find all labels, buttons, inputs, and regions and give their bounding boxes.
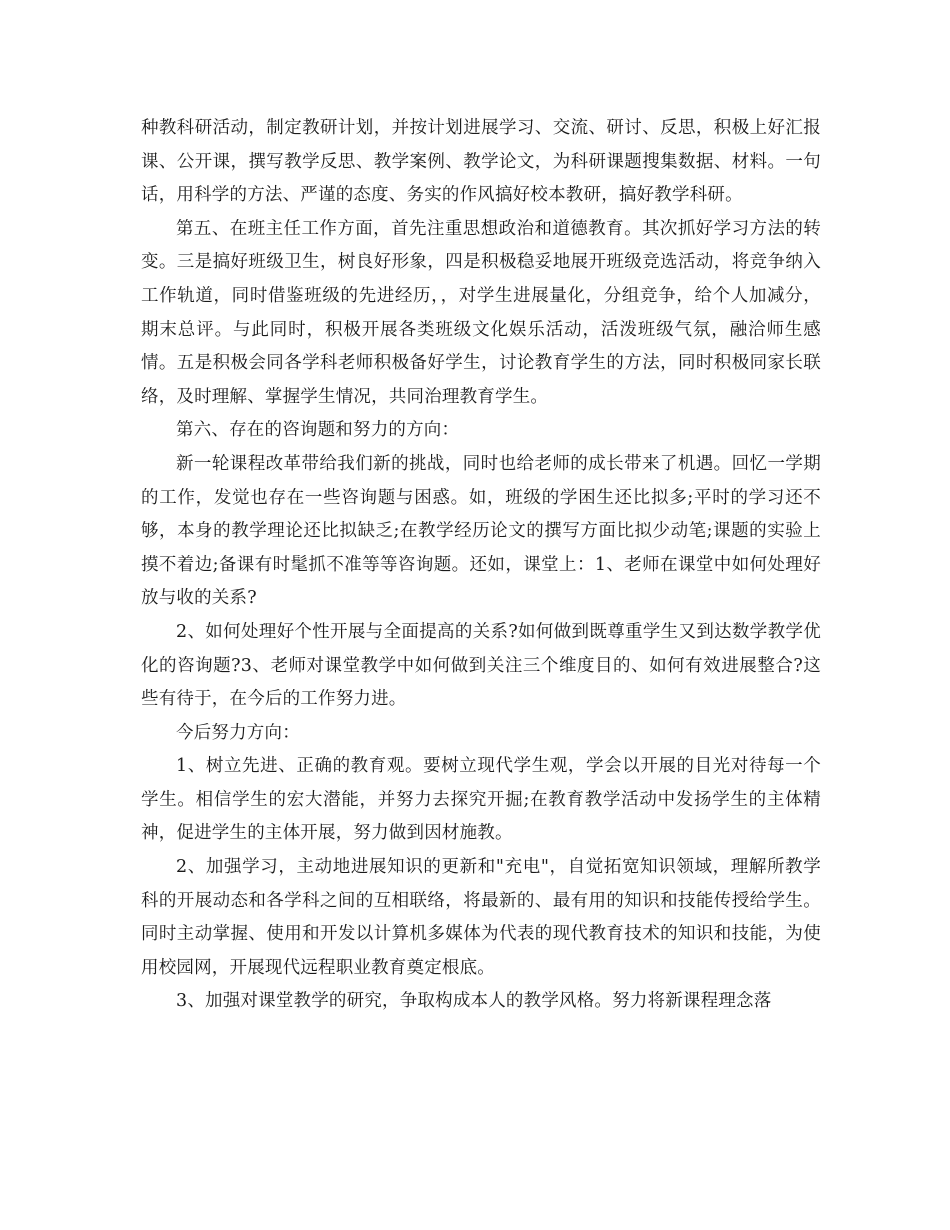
paragraph-curriculum-reform: 新一轮课程改革带给我们新的挑战，同时也给老师的成长带来了机遇。回忆一学期的工作，发觉也存在一些咨询题与困惑。如，班级的学困生还比拟多;平时的学习还不够，本身的教学理论还比拟缺乏;在教学经历论文的撰写方面比拟少动笔;课题的实验上摸不着边;备课有时髦抓不准等等咨询题。还如，课堂上：1、老师在课堂中如何处理好放与收的关系?	[141, 453, 821, 609]
paragraph-education-concept: 1、树立先进、正确的教育观。要树立现代学生观，学会以开展的目光对待每一个学生。相信学生的宏大潜能，并努力去探究开掘;在教育教学活动中发扬学生的主体精神，促进学生的主体开展，努力做到因材施教。	[141, 756, 821, 844]
paragraph-future-direction-heading: 今后努力方向：	[176, 722, 300, 743]
paragraph-research-continuation: 种教科研活动，制定教研计划，并按计划进展学习、交流、研讨、反思，积极上好汇报课、公开课，撰写教学反思、教学案例、教学论文，为科研课题搜集数据、材料。一句话，用科学的方法、严谨的态度、务实的作风搞好校本教研，搞好教学科研。	[141, 118, 821, 206]
document-body	[141, 112, 821, 1019]
paragraph-classroom-research: 3、加强对课堂教学的研究，争取构成本人的教学风格。努力将新课程理念落	[176, 991, 772, 1012]
paragraph-strengthen-learning: 2、加强学习，主动地进展知识的更新和"充电"，自觉拓宽知识领域，理解所教学科的开展动态和各学科之间的互相联络，将最新的、最有用的知识和技能传授给学生。同时主动掌握、使用和开发以计算机多媒体为代表的现代教育技术的知识和技能，为使用校园网，开展现代远程职业教育奠定根底。	[141, 857, 821, 978]
paragraph-class-teacher-work: 第五、在班主任工作方面，首先注重思想政治和道德教育。其次抓好学习方法的转变。三是搞好班级卫生，树良好形象，四是积极稳妥地展开班级竞选活动，将竞争纳入工作轨道，同时借鉴班级的先进经历，，对学生进展量化，分组竞争，给个人加减分，期末总评。与此同时，积极开展各类班级文化娱乐活动，活泼班级气氛，融洽师生感情。五是积极会同各学科老师积极备好学生，讨论教育学生的方法，同时积极同家长联络，及时理解、掌握学生情况，共同治理教育学生。	[141, 218, 821, 407]
paragraph-problems-heading: 第六、存在的咨询题和努力的方向：	[176, 420, 460, 441]
paragraph-classroom-questions: 2、如何处理好个性开展与全面提高的关系?如何做到既尊重学生又到达数学教学优化的咨询题?3、老师对课堂教学中如何做到关注三个维度目的、如何有效进展整合?这些有待于，在今后的工作努力进。	[141, 621, 821, 710]
